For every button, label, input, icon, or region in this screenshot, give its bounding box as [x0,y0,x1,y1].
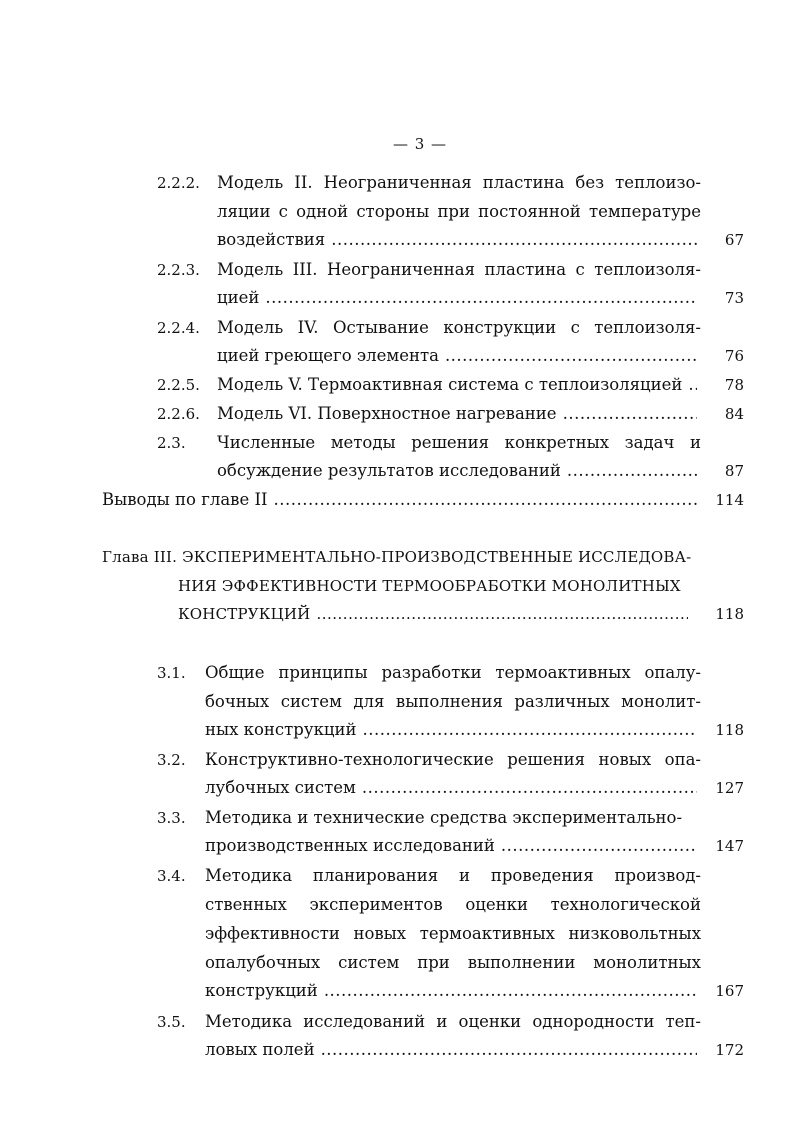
section-number: 3.3. [157,809,186,827]
entry-text-line: Численные методы решения конкретных задач и [217,433,701,452]
section-text-line: ственных экспериментов оценки технологической [205,895,701,914]
section-text-line: Конструктивно-технологические решения новых опа- [205,750,701,769]
section-leader: ловых полей ..... [205,1039,701,1061]
section-text-line: Общие принципы разработки термоактивных опалу- [205,663,701,682]
section-text-line: Методика исследований и оценки однородности теп- [205,1012,701,1031]
entry-page: 73 [724,289,744,307]
entry-text-line: Модель II. Неограниченная пластина без теплоизо- [217,173,701,192]
section-text-line: бочных систем для выполнения различных монолит- [205,692,701,711]
section-page: 118 [715,721,744,739]
section-number: 3.1. [157,664,186,682]
section-page: 172 [715,1041,744,1059]
section-page: 147 [715,837,744,855]
section-text-line: опалубочных систем при выполнении монолитных [205,953,701,972]
section-leader: лубочных систем ..... [205,777,701,799]
entry-number: 2.2.4. [157,319,200,337]
toc-entry-leader: Модель VI. Поверхностное нагревание ..... [217,403,701,425]
entry-number: 2.2.3. [157,261,200,279]
section-number: 3.2. [157,751,186,769]
chapter-page: 118 [715,605,744,623]
page-number: — 3 — [392,135,448,153]
chapter-heading-line: Глава III. ЭКСПЕРИМЕНТАЛЬНО-ПРОИЗВОДСТВЕННЫЕ ИССЛЕДОВА- [102,548,692,566]
toc-entry-leader: Модель V. Термоактивная система с теплоизоляцией ..... [217,374,701,396]
section-number: 3.4. [157,867,186,885]
entry-page: 114 [715,491,744,509]
entry-number: 2.2.2. [157,174,200,192]
section-page: 167 [715,982,744,1000]
section-number: 3.5. [157,1013,186,1031]
section-leader: производственных исследований ..... [205,835,701,857]
chapter-heading-line: НИЯ ЭФФЕКТИВНОСТИ ТЕРМООБРАБОТКИ МОНОЛИТНЫХ [178,577,681,595]
entry-number: 2.2.6. [157,405,200,423]
section-leader: конструкций ..... [205,980,701,1002]
toc-entry-leader: цией ..... [217,287,701,309]
entry-text-line: Модель III. Неограниченная пластина с теплоизоля- [217,260,701,279]
toc-entry-leader: Выводы по главе II ..... [102,489,701,511]
toc-entry-leader: воздействия ..... [217,229,701,251]
entry-page: 84 [724,405,744,423]
entry-text-line: ляции с одной стороны при постоянной температуре [217,202,701,221]
entry-page: 78 [724,376,744,394]
entry-number: 2.2.5. [157,376,200,394]
toc-entry-leader: обсуждение результатов исследований ..... [217,460,701,482]
entry-text-line: Модель IV. Остывание конструкции с теплоизоля- [217,318,701,337]
entry-page: 87 [724,462,744,480]
toc-entry-leader: цией греющего элемента ..... [217,345,701,367]
chapter-heading-leader: КОНСТРУКЦИЙ ..... [178,603,692,625]
section-leader: ных конструкций ..... [205,719,701,741]
section-text-line: Методика планирования и проведения производ- [205,866,701,885]
entry-page: 67 [724,231,744,249]
section-text-line: Методика и технические средства экспериментально- [205,808,683,827]
entry-page: 76 [724,347,744,365]
section-page: 127 [715,779,744,797]
entry-number: 2.3. [157,434,186,452]
section-text-line: эффективности новых термоактивных низковольтных [205,924,701,943]
